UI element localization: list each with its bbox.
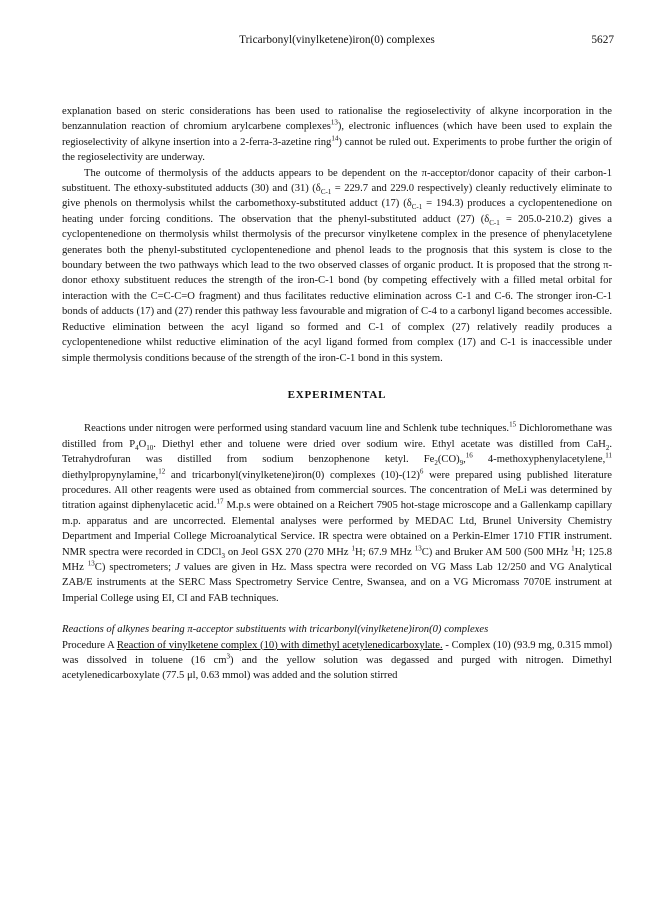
text-run: . Tetrahydrofuran was distilled from sodium benzophenone ketyl. Fe bbox=[62, 438, 612, 466]
text-run: , bbox=[463, 454, 466, 466]
text-run: C) and Bruker AM 500 (500 MHz bbox=[421, 546, 572, 558]
reference-superscript: 15 bbox=[509, 420, 517, 429]
procedure-title: Reaction of vinylketene complex (10) with dimethyl acetylenedicarboxylate. bbox=[116, 639, 443, 651]
text-run: = 205.0-210.2) gives a cyclopentenedione on thermolysis whilst thermolysis of the precursor vinylketene complex in the presence of phenylacetylene generates both the phenyl-substituted cyclopentenedione and phenol leads to the prognosis that this system is close to the boundary between the two pathways which lead to the two observed classes of organic product. It is proposed that the strong π-donor ethoxy substituent reduces the strength of the iron-C-1 bond (by competing effectively with a filled metal orbital for interaction with the C=C-C=O fragment) and thus facilitates reductive elimination across C-1 and C-6. The stronger iron-C-1 bonds of adducts (17) and (27) render this pathway less favourable and migration of C-4 to a carbonyl ligand becomes accessible. Reductive elimination between the acyl ligand so formed and C-1 of complex (27) relatively readily produces a cyclopentenedione whilst reductive elimination of the acyl ligand formed from complex (17) and C-1 is inaccessible under simple thermolysis conditions because of the strength of the iron-C-1 bond in this system. bbox=[62, 213, 612, 364]
procedure-label: Procedure A bbox=[62, 639, 115, 651]
running-title: Tricarbonyl(vinylketene)iron(0) complexes bbox=[239, 34, 435, 46]
isotope-superscript: 13 bbox=[87, 559, 95, 568]
unit-superscript: 3 bbox=[226, 652, 230, 661]
subscript: 10 bbox=[146, 443, 154, 452]
italic-symbol: J bbox=[175, 561, 180, 573]
text-run: - Complex (10) (93.9 mg, 0.315 mmol) was dissolved in toluene (16 cm bbox=[62, 639, 612, 666]
text-run: M.p.s were obtained on a Reichert 7905 hot-stage microscope and a Gallenkamp capillary m.p. apparatus and are uncorrected. Elemental analyses were performed by MEDAC Ltd, Brunel University Chemistry Department and Imperial College Microanalytical Service. IR spectra were obtained on a Perkin-Elmer 1710 FTIR instrument. NMR spectra were recorded in CDCl bbox=[62, 500, 612, 558]
text-run: ) and the yellow solution was degassed and purged with nitrogen. Dimethyl acetylenedicarboxylate (77.5 μl, 0.63 mmol) was added and the solution stirred bbox=[62, 655, 612, 682]
subscript: 3 bbox=[221, 551, 225, 560]
text-run: values are given in Hz. Mass spectra were recorded on VG Mass Lab 12/250 and VG Analytical ZAB/E instruments at the SERC Mass Spectrometry Service Centre, Swansea, and on a VG Micromass 7070E instrument at Imperial College using EI, CI and FAB techniques. bbox=[62, 561, 612, 604]
text-run: C) spectrometers; bbox=[94, 561, 176, 573]
text-run: (CO) bbox=[437, 454, 460, 466]
subscript: C-1 bbox=[320, 188, 332, 197]
paragraph-regioselectivity bbox=[62, 104, 612, 166]
subscript: 4 bbox=[135, 443, 139, 452]
text-run: O bbox=[138, 438, 147, 450]
text-run: and tricarbonyl(vinylketene)iron(0) complexes (10)-(12) bbox=[165, 469, 420, 481]
text-run: = 194.3) produces a cyclopentenedione on heating under forcing conditions. The observation that the phenyl-substituted adduct (27) (δ bbox=[62, 198, 613, 225]
subscript: C-1 bbox=[411, 203, 423, 212]
paragraph-thermolysis bbox=[62, 166, 612, 366]
text-run: diethylpropynylamine, bbox=[62, 469, 159, 481]
isotope-superscript: 13 bbox=[414, 544, 422, 553]
reference-superscript: 12 bbox=[158, 467, 166, 475]
reference-superscript: 16 bbox=[465, 451, 473, 460]
isotope-superscript: 1 bbox=[571, 544, 575, 553]
text-run: The outcome of thermolysis of the adducts appears to be dependent on the π-acceptor/donor capacity of their carbon-1 substituent. The ethoxy-substituted adducts (30) and (31) (δ bbox=[62, 167, 612, 195]
paragraph-general-methods bbox=[62, 421, 612, 606]
article-body bbox=[62, 104, 612, 684]
reference-superscript: 6 bbox=[419, 467, 424, 475]
reference-superscript: 11 bbox=[605, 451, 612, 460]
text-run: H; 125.8 MHz bbox=[62, 546, 613, 573]
text-run: 4-methoxyphenylacetylene, bbox=[472, 454, 606, 466]
reference-superscript: 14 bbox=[331, 134, 339, 143]
text-run: ), electronic influences (which have been used to explain the regioselectivity of alkyne insertion into a 2-ferra-3-azetine ring bbox=[62, 121, 612, 148]
subscript: 2 bbox=[605, 443, 610, 452]
text-run: = 229.7 and 229.0 respectively) cleanly reductively eliminate to give phenols on thermolysis whilst the carbomethoxy-substituted adduct (17) (δ bbox=[62, 183, 612, 210]
page-number: 5627 bbox=[591, 34, 614, 46]
running-header bbox=[62, 34, 612, 48]
text-run: explanation based on steric considerations has been used to rationalise the regioselectivity of alkyne incorporation in the benzannulation reaction of chromium arylcarbene complexes bbox=[62, 106, 612, 133]
text-run: H; 67.9 MHz bbox=[354, 546, 415, 558]
text-run: on Jeol GSX 270 (270 MHz bbox=[224, 546, 352, 558]
subscript: 9 bbox=[459, 459, 464, 468]
text-run: Reactions under nitrogen were performed using standard vacuum line and Schlenk tube techniques. bbox=[84, 423, 510, 435]
text-run: Dichloromethane was distilled from P bbox=[62, 423, 612, 450]
subscript: C-1 bbox=[489, 218, 500, 227]
paragraph-procedure-a bbox=[62, 638, 612, 684]
reference-superscript: 13 bbox=[330, 118, 338, 127]
text-run: ) cannot be ruled out. Experiments to probe further the origin of the regioselectivity are underway. bbox=[62, 136, 612, 164]
subsection-heading: Reactions of alkynes bearing π-acceptor substituents with tricarbonyl(vinylketene)iron(0) complexes bbox=[62, 624, 489, 636]
reference-superscript: 17 bbox=[216, 497, 224, 506]
text-run: . Diethyl ether and toluene were dried over sodium wire. Ethyl acetate was distilled from CaH bbox=[153, 438, 606, 450]
isotope-superscript: 1 bbox=[351, 544, 355, 553]
text-run: were prepared using published literature procedures. All other reagents were used as obtained from commercial sources. The concentration of MeLi was determined by titration against diphenylacetic acid. bbox=[62, 469, 612, 512]
section-heading: EXPERIMENTAL bbox=[287, 388, 387, 401]
subscript: 2 bbox=[434, 459, 438, 468]
